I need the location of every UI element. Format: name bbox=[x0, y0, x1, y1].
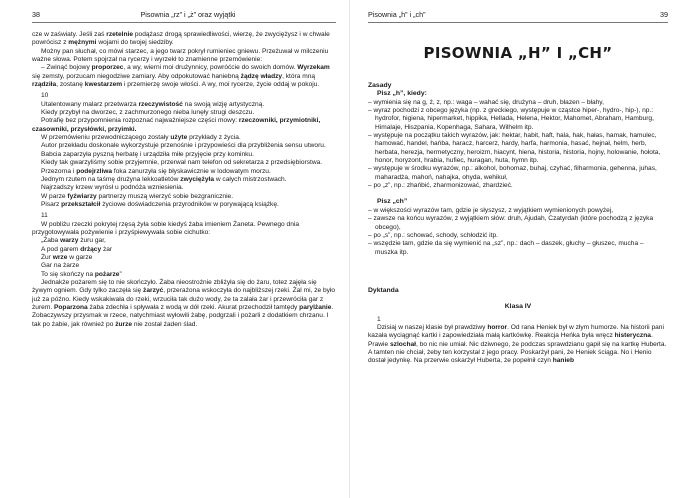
left-page-number: 38 bbox=[32, 9, 40, 19]
rule-item: – zawsze na końcu wyrazów, z wyjątkiem słów: druh, Ajudah, Czatyrdah (które pochodzą z języka obcego), bbox=[368, 215, 654, 231]
rule-item: – wymienia się na g, ż, z, np.: waga – wahać się, drużyna – druh, błazen – błahy, bbox=[368, 98, 604, 106]
paragraph: W przemówieniu przewodniczącego zostały użyte przykłady z życia. bbox=[41, 134, 241, 142]
right-header-title: Pisownia „h” i „ch” bbox=[368, 9, 426, 19]
paragraph: Najrzadszy krzew wyrósł u podnóża wzniesienia. bbox=[41, 184, 184, 192]
section-heading-zasady: Zasady bbox=[368, 82, 392, 89]
rule-item: – wszędzie tam, gdzie da się wymienić na „sz”, np.: dach – daszek, głuchy – głuszec, mucha – muszka itp. bbox=[368, 240, 644, 256]
right-page bbox=[350, 0, 700, 498]
left-body-text bbox=[32, 31, 336, 329]
paragraph: Autor przekładu doskonale wykorzystuje przenośnie i przypowieści dla przybliżenia sensu utworu. bbox=[41, 142, 326, 150]
paragraph: Potrafię bez przypomnienia rozpoznać najważniejsze części mowy: rzeczowniki, przymiotniki, czasowniki, przysłówki, przyimki. bbox=[32, 117, 321, 133]
class-heading: Klasa IV bbox=[504, 303, 532, 311]
paragraph: W parze fyźwiarzy partnerzy muszą wierzyć sobie bezgranicznie. bbox=[41, 192, 234, 200]
dictation-number: 11 bbox=[41, 212, 48, 220]
poem bbox=[32, 237, 336, 279]
rule-item: – występuje w środku wyrazów, np.: alkohol, bohomaz, buhaj, czyhać, filharmonia, gehenna, juhas, maharadża, mahoń, nahajka, ohyda, wehikuł, bbox=[368, 165, 657, 181]
paragraph: cze w zaświaty. Jeśli zaś rzetelnie podążasz drogą sprawiedliwości, wierzę, że zwyciężysz i w chwale powrócisz z mężnymi wojami do twojej siedziby. bbox=[32, 31, 330, 47]
poem-line: A pod garem drżący żar bbox=[41, 245, 113, 253]
paragraph: – Zwinąć bojowy proporzec, a wy, wierni moi drużynnicy, powróćcie do swoich domów. Wyrzekam się zemsty, porzucam niegodziwe zamiary. Aby odpokutować haniebną żądzę władzy, która mną rządziła, zostanę kwestarzem i przemierzę swoje włości. A wy, moi rycerze, życie oddaj w pokoju. bbox=[32, 64, 330, 89]
paragraph: Utalentowany malarz przetwarza rzeczywistość na swoją wizję artystyczną. bbox=[41, 100, 265, 108]
subheading-pisz-ch: Pisz „ch” bbox=[377, 198, 408, 206]
paragraph: Jednym rzutem na taśmę drużyna lekkoatletów zwyciężyła w całych mistrzostwach. bbox=[41, 175, 287, 183]
rule-item: – występuje na początku takich wyrazów, jak: hektar, habit, haft, hala, hak, hałas, hamak, hamulec, hamować, handel, hańba, haracz, harcerz, hardy, harfa, harmonia, hasać, hejnał, helm, herb, herbata, herezja, hermetyczny, heroizm, hiacynt, hiena, historia, historia, hojny, holowanie, hołota, honor, horyzont, hrabia, hufiec, huragan, huta, hymn itp. bbox=[368, 132, 661, 165]
poem-line: Gar na żarze bbox=[41, 262, 80, 270]
poem-line: Żur wrze w garze bbox=[41, 253, 93, 261]
dictation-number: 1 bbox=[377, 315, 381, 323]
paragraph: Przezorna i podejrzliwa foka zanurzyła się błyskawicznie w lodowatym morzu. bbox=[41, 167, 271, 175]
subheading-pisz-h: Pisz „h”, kiedy: bbox=[377, 90, 427, 98]
left-running-header bbox=[32, 6, 336, 23]
chapter-title: PISOWNIA „H” I „CH” bbox=[423, 44, 613, 62]
right-running-header bbox=[368, 6, 668, 23]
paragraph: Kiedy tak gwarzyliśmy sobie przyjemnie, przerwał nam telefon od sekretarza z przedsiębiorstwa. bbox=[41, 159, 323, 167]
right-page-number: 39 bbox=[660, 9, 668, 19]
right-body-text bbox=[368, 82, 668, 366]
section-heading-dyktanda: Dyktanda bbox=[368, 286, 399, 294]
left-header-title: Pisownia „rz” i „ż” oraz wyjątki bbox=[140, 9, 236, 19]
paragraph: W pobliżu rzeczki pokrytej rzęsą żyła sobie kiedyś żaba imieniem Żaneta. Pewnego dnia przygotowywała pożywienie i przyśpiewywała sobie cichutko: bbox=[32, 220, 300, 236]
rule-item: – w większości wyrazów tam, gdzie je słyszysz, z wyjątkiem wymienionych powyżej, bbox=[368, 206, 614, 214]
paragraph: Jednakże pożarem się to nie skończyło. Żaba nieostrożnie zbliżyła się do żaru, totez zajęła się żywym ogniem. Gdy tylko zaczęła się żarzyć, przerażona wskoczyła do najbliższej rzeki. Żal mi, że było już za późno. Kiedy wskakiwała do rzeki, wrzuciła tak dużo wody, że ta zalała żar i przewróciła gar z żurem. Poparzona żaba zdechła i spływała z wodą w dół rzeki. Akurat przechodził tamtędy parylżanie. Zobaczywszy przysmak w rzece, natychmiast wyłowili żabę, podgrzali i pożarli z dodatkiem chrzanu. I tak po żabie, jak również po żurze nie został żaden ślad. bbox=[32, 278, 336, 328]
paragraph: Kiedy przybył na dworzec, z zachmurzonego nieba lunęły strugi deszczu. bbox=[41, 109, 255, 117]
poem-line: To się skończy na pożarze” bbox=[41, 270, 122, 278]
paragraph: Możny pan słuchał, co mówi starzec, a jego twarz pokrył rumieniec gniewu. Przeżuwał w milczeniu ważne słowa. Potem spojrzał na rycerzy i wyrzekł to znamienne przemówienie: bbox=[32, 47, 329, 64]
paragraph: Dzisiaj w naszej klasie był prawdziwy horror. Od rana Heniek był w złym humorze. Na historii pani kazała wyciągnąć kartki i zapowiedziała małą kartkówkę. Reakcja Heńka była wręcz histeryczna. Prawie szlochał, bo nic nie umiał. Nic dziwnego, że podczas sprawdzianu gapił się na kartkę Huberta. A tamten nie chciał, żeby ten korzystał z jego pracy. Poskarżył pani, że Heniek ściąga. No i Henio dostał jedynkę. Na przerwie oskarżył Huberta, że popełnił czyn hanieb bbox=[368, 323, 667, 365]
rule-item: – po „z”, np.: zhańbić, zharmonizować, zhardzieć. bbox=[368, 182, 513, 190]
paragraph: Babcia zaparzyła pyszną herbatę i urządziła miłe przyjęcie przy kominku. bbox=[41, 150, 254, 158]
rule-item: – wyraz pochodzi z obcego języka (np. z greckiego, występuje w cząstce hiper-, hydro-, hip-), np.: hydrofor, higiena, hipermarket, hippika, Hellada, Helena, Hektor, Mahomet, Abraham, Hamburg, Himalaje, Hiszpania, Kopenhaga, Sahara, Wilhelm itp. bbox=[368, 107, 654, 131]
paragraph: Pisarz przekształcił życiowe doświadczenia przyrodników w porywającą książkę. bbox=[41, 200, 279, 208]
rule-item: – po „s”, np.: schować, schody, schłodzić itp. bbox=[368, 231, 498, 239]
poem-line: „Żaba warzy żuru gar, bbox=[41, 237, 106, 245]
dictation-number: 10 bbox=[41, 92, 49, 100]
